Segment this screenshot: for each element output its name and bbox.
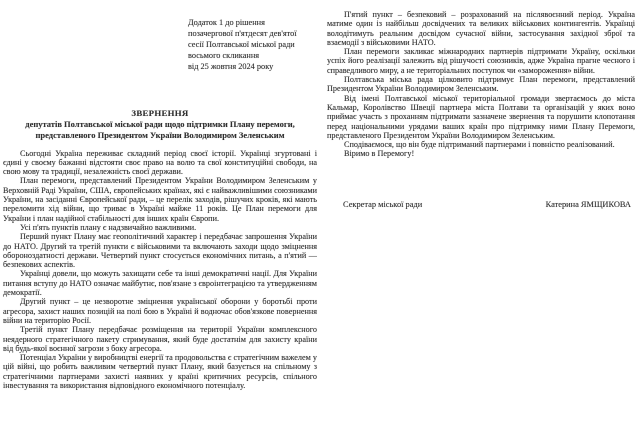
paragraph: П'ятий пункт – безпековий – розрахований на післявоєнний період. Україна матиме один із найбільш досвідчених та великих військових контингентів. Українці володітимуть реальним досвідом сучасної війни, застосування західної зброї та взаємодії з військовими НАТО. [327, 10, 635, 47]
paragraph: Усі п'ять пунктів плану є надзвичайно важливими. [20, 222, 197, 232]
paragraph: План перемоги закликає міжнародних партнерів підтримати Україну, оскільки успіх його реалізації залежить від рішучості союзників, адже Україна прагне чесного і справедливого миру, а не територіальних поступок чи «замороження» війни. [327, 47, 635, 75]
document-right-page [327, 0, 635, 425]
paragraph: Другий пункт – це незворотне зміцнення української оборони у боротьбі проти агресора, захист наших позицій на полі бою в Україні й водночас обов'язкове повернення війни на територію Росії. [3, 297, 317, 325]
document-left-page [3, 0, 317, 390]
paragraph: Потенціал України у виробництві енергії та продовольства є стратегічним важелем у цій війні, що робить важливим четвертий пункт Плану, який базується на спільному з стратегічними партнерами захисті наявних у країні критичних ресурсів, спільного інвестування та використання відповідного економічного потенціалу. [3, 353, 317, 391]
annex-line: сесії Полтавської міської ради [188, 40, 295, 49]
paragraph: План перемоги, представлений Президентом України Володимиром Зеленським у Верховній Раді України, США, європейських країнах, які є найважливішими союзниками України, на засіданні Європейської ради, – це перелік заходів, рішучих кроків, які мають переломити хід війни, що триває в Україні майже 11 років. Це План перемоги для України і план надійної стабільності для інших країн Європи. [3, 176, 317, 223]
paragraph: Перший пункт Плану має геополітичний характер і передбачає запрошення України до НАТО. Другий та третій пункти є військовими та включають заходи щодо зміцнення обороноздатності держави. Четвертий пункт стосується економічних питань, а п'ятий — безпекових аспектів. [3, 232, 317, 270]
annex-header [188, 17, 317, 72]
annex-line: Додаток 1 до рішення [188, 18, 265, 27]
document-title: ЗВЕРНЕННЯ [131, 108, 189, 118]
signature-role: Секретар міської ради [343, 200, 423, 209]
signature-block [343, 200, 631, 209]
document-subtitle-line: представленого Президентом України Володимиром Зеленським [35, 129, 285, 140]
paragraph: Полтавська міська рада цілковито підтримує План перемоги, представлений Президентом України Володимиром Зеленським. [327, 75, 635, 94]
paragraph: Українці довели, що можуть захищати себе та інші демократичні нації. Для України питання вступу до НАТО означає майбутнє, пов'язане з євроінтеграцією та утвердженням демократії. [3, 269, 317, 298]
paragraph: Третій пункт Плану передбачає розміщення на території України комплексного неядерного стратегічного пакету стримування, який буде достатнім для захисту країни від будь-якої воєнної загрози з боку агресора. [3, 325, 317, 353]
paragraph: Сьогодні Україна переживає складний період своєї історії. Українці згуртовані і єдині у своєму бажанні відстояти своє право на волю та свої конституційні свободи, на свою мову та традиції, незалежність своєї держави. [3, 148, 317, 177]
paragraph: Від імені Полтавської міської територіальної громади звертаємось до міста Кальмар, Королівство Швеції партнера міста Полтави та організацій у яких воно приймає участь з проханням підтримати зазначене звернення та порушити клопотання перед національними урядами ваших країн про підтримку ними Плану Перемоги, представленого Президентом України Володимиром Зеленським. [327, 93, 635, 140]
right-page-body [327, 10, 635, 159]
document-subtitle-line: депутатів Полтавської міської ради щодо підтримки Плану перемоги, [25, 119, 295, 129]
annex-line: позачергової п'ятдесят дев'ятої [188, 29, 297, 38]
annex-line: від 25 жовтня 2024 року [188, 62, 274, 71]
paragraph: Віримо в Перемогу! [344, 149, 415, 159]
left-page-body [3, 149, 317, 391]
annex-line: восьмого скликання [188, 51, 260, 60]
paragraph: Сподіваємося, що він буде підтриманий партнерами і повністю реалізований. [344, 140, 615, 150]
signature-name: Катерина ЯМЩИКОВА [545, 200, 631, 209]
